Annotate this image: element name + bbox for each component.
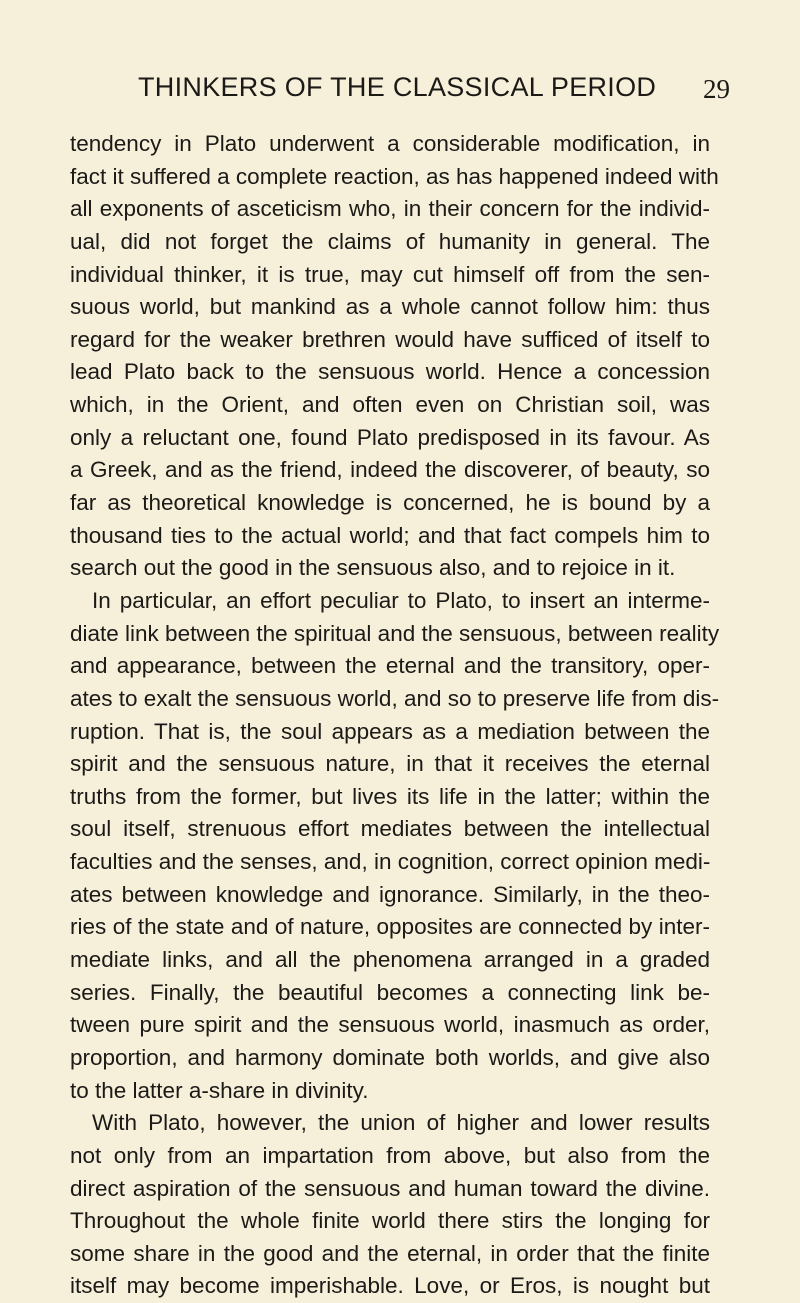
text-line: not only from an impartation from above, but also from the [70,1142,710,1168]
text-line: regard for the weaker brethren would have sufficed of itself to [70,326,710,352]
text-line: spirit and the sensuous nature, in that it receives the eternal [70,751,710,777]
text-line: proportion, and harmony dominate both worlds, and give also [70,1044,710,1070]
text-line: only a reluctant one, found Plato predisposed in its favour. As [70,424,710,450]
text-line: fact it suffered a complete reaction, as has happened indeed with [70,163,719,189]
text-line: Throughout the whole finite world there stirs the longing for [70,1208,710,1234]
text-line: lead Plato back to the sensuous world. Hence a concession [70,359,710,385]
text-line: tendency in Plato underwent a considerable modification, in [70,131,710,156]
text-line: individual thinker, it is true, may cut himself off from the sen- [70,261,710,287]
text-line: some share in the good and the eternal, in order that the finite [70,1240,710,1266]
text-line: truths from the former, but lives its life in the latter; within the [70,783,710,809]
page-number: 29 [703,74,730,104]
text-line: In particular, an effort peculiar to Plato, to insert an interme- [92,587,710,613]
body-text [70,128,720,1303]
text-line: ates between knowledge and ignorance. Similarly, in the theo- [70,881,710,907]
text-line: a Greek, and as the friend, indeed the discoverer, of beauty, so [70,457,710,483]
text-line: suous world, but mankind as a whole cannot follow him: thus [70,294,710,320]
text-line: to the latter a-share in divinity. [70,1077,369,1103]
text-line: With Plato, however, the union of higher and lower results [92,1110,710,1136]
text-line: ruption. That is, the soul appears as a mediation between the [70,718,710,744]
text-line: itself may become imperishable. Love, or Eros, is nought but [70,1273,710,1299]
text-line: direct aspiration of the sensuous and human toward the divine. [70,1175,710,1201]
text-line: search out the good in the sensuous also, and to rejoice in it. [70,555,676,581]
text-line: ates to exalt the sensuous world, and so to preserve life from dis- [70,685,720,711]
text-line: tween pure spirit and the sensuous world, inasmuch as order, [70,1012,710,1038]
text-line: series. Finally, the beautiful becomes a connecting link be- [70,979,710,1005]
text-line: ries of the state and of nature, opposites are connected by inter- [70,914,710,940]
text-line: ual, did not forget the claims of humanity in general. The [70,228,710,254]
text-line: and appearance, between the eternal and the transitory, oper- [70,653,710,679]
text-line: all exponents of asceticism who, in their concern for the individ- [70,196,710,222]
text-line: far as theoretical knowledge is concerned, he is bound by a [70,490,710,516]
page-header [76,72,730,112]
text-line: mediate links, and all the phenomena arranged in a graded [70,947,710,973]
text-line: thousand ties to the actual world; and that fact compels him to [70,522,710,548]
text-line: soul itself, strenuous effort mediates between the intellectual [70,816,710,842]
text-line: faculties and the senses, and, in cognition, correct opinion medi- [70,849,711,875]
text-line: which, in the Orient, and often even on Christian soil, was [70,392,710,418]
text-line: diate link between the spiritual and the sensuous, between reality [70,620,720,646]
running-head: THINKERS OF THE CLASSICAL PERIOD [138,72,657,102]
